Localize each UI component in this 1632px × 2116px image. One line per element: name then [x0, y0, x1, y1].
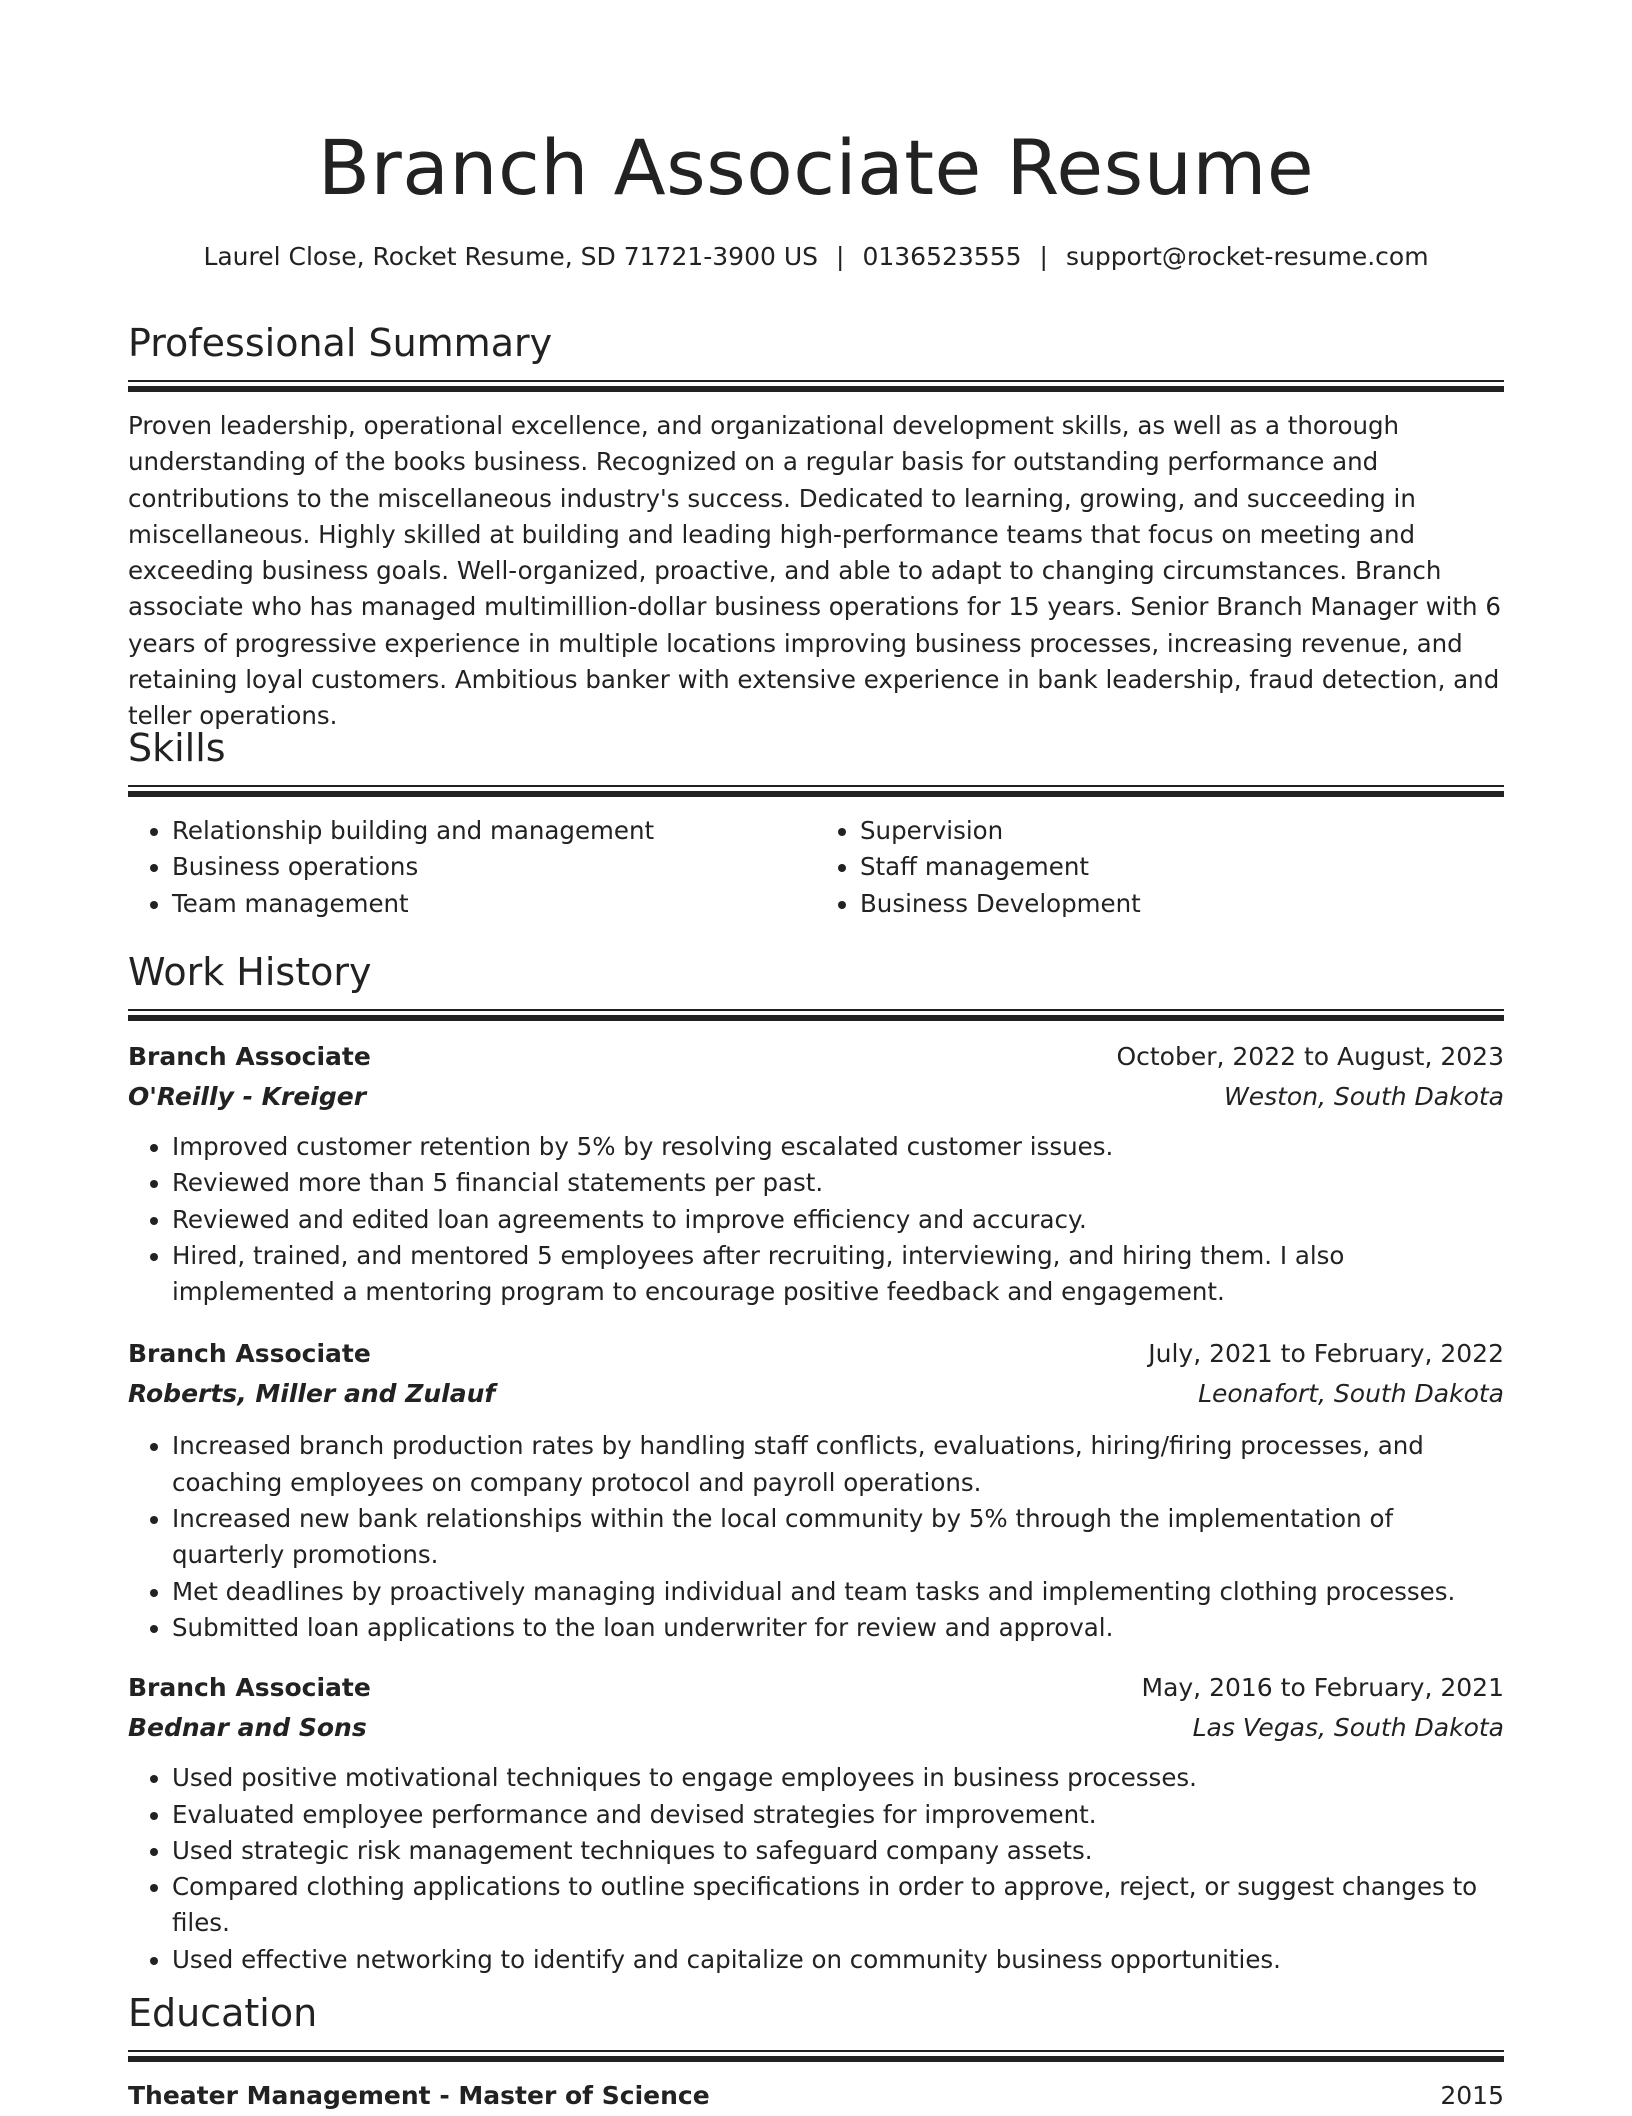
- job-dates: July, 2021 to February, 2022: [1148, 1339, 1504, 1369]
- education-heading: Education: [128, 1991, 318, 2035]
- job-company: Roberts, Miller and Zulauf: [128, 1379, 496, 1409]
- skill-item: • Supervision: [860, 813, 1504, 849]
- job-company: O'Reilly - Kreiger: [128, 1082, 367, 1111]
- skill-item: • Staff management: [860, 849, 1504, 885]
- job-bullet: • Evaluated employee performance and devised strategies for improvement.: [172, 1797, 1504, 1833]
- job-title: Branch Associate: [128, 1673, 371, 1703]
- job-dates: October, 2022 to August, 2023: [1116, 1042, 1504, 1071]
- section-divider: [128, 2050, 1504, 2062]
- job-bullet: • Used strategic risk management techniques to safeguard company assets.: [172, 1833, 1504, 1869]
- job-title: Branch Associate: [128, 1042, 371, 1071]
- page-title: Branch Associate Resume: [317, 123, 1315, 212]
- job-location: Leonafort, South Dakota: [1198, 1379, 1504, 1409]
- separator: |: [836, 242, 845, 271]
- skills-section: [128, 723, 1504, 922]
- job-location: Weston, South Dakota: [1223, 1082, 1504, 1111]
- education-section: [128, 1988, 1504, 2116]
- job-header: [128, 1668, 1504, 1708]
- separator: |: [1039, 242, 1048, 271]
- skill-item: • Business operations: [172, 849, 816, 885]
- section-divider: [128, 380, 1504, 392]
- job-entry: [128, 1334, 1504, 1646]
- job-bullet: • Submitted loan applications to the loan underwriter for review and approval.: [172, 1610, 1504, 1646]
- job-entry: [128, 1668, 1504, 1978]
- job-title: Branch Associate: [128, 1339, 371, 1369]
- skill-item: • Business Development: [860, 886, 1504, 922]
- summary-text: Proven leadership, operational excellence, and organizational development skills, as well as a thorough understanding of the books business. Recognized on a regular basis for outstanding performance and contributions to the miscellaneous industry's success. Dedicated to learning, growing, and succeeding in miscellaneous. Highly skilled at building and leading high-performance teams that focus on meeting and exceeding business goals. Well-organized, proactive, and able to adapt to changing circumstances. Branch associate who has managed multimillion-dollar business operations for 15 years. Senior Branch Manager with 6 years of progressive experience in multiple locations improving business processes, increasing revenue, and retaining loyal customers. Ambitious banker with extensive experience in bank leadership, fraud detection, and teller operations.: [128, 411, 1501, 731]
- job-bullet: • Compared clothing applications to outline specifications in order to approve, reject, or suggest changes to files.: [172, 1869, 1504, 1942]
- job-header: [128, 1037, 1504, 1077]
- contact-email: support@rocket-resume.com: [1065, 242, 1429, 271]
- summary-section: [128, 318, 1504, 735]
- job-bullet: • Hired, trained, and mentored 5 employees after recruiting, interviewing, and hiring them. I also implemented a mentoring program to encourage positive feedback and engagement.: [172, 1238, 1504, 1311]
- job-bullets: [128, 1428, 1504, 1646]
- job-bullet: • Used positive motivational techniques to engage employees in business processes.: [172, 1760, 1504, 1796]
- job-company: Bednar and Sons: [128, 1713, 367, 1743]
- skills-heading: Skills: [128, 726, 226, 770]
- job-bullets: [128, 1760, 1504, 1978]
- skill-item: • Relationship building and management: [172, 813, 816, 849]
- job-dates: May, 2016 to February, 2021: [1141, 1673, 1504, 1703]
- summary-heading: Professional Summary: [128, 321, 553, 365]
- contact-phone: 0136523555: [862, 242, 1022, 271]
- job-subheader: [128, 1077, 1504, 1117]
- job-bullet: • Increased new bank relationships within the local community by 5% through the implementation of quarterly promotions.: [172, 1501, 1504, 1574]
- work-history-section: [128, 947, 1504, 1978]
- job-bullet: • Improved customer retention by 5% by resolving escalated customer issues.: [172, 1129, 1504, 1165]
- job-bullet: • Used effective networking to identify and capitalize on community business opportunities.: [172, 1942, 1504, 1978]
- education-entry: [128, 2076, 1504, 2116]
- job-bullet: • Met deadlines by proactively managing individual and team tasks and implementing clothing processes.: [172, 1574, 1504, 1610]
- contact-line: [128, 240, 1504, 274]
- work-history-heading: Work History: [128, 950, 372, 994]
- job-subheader: [128, 1708, 1504, 1748]
- education-year: 2015: [1440, 2081, 1504, 2110]
- job-bullet: • Reviewed and edited loan agreements to improve efficiency and accuracy.: [172, 1202, 1504, 1238]
- skills-column-right: [816, 813, 1504, 922]
- job-bullet: • Reviewed more than 5 financial statements per past.: [172, 1165, 1504, 1201]
- skill-item: • Team management: [172, 886, 816, 922]
- skills-column-left: [128, 813, 816, 922]
- section-divider: [128, 785, 1504, 797]
- job-subheader: [128, 1374, 1504, 1414]
- section-divider: [128, 1009, 1504, 1021]
- job-header: [128, 1334, 1504, 1374]
- education-degree: Theater Management - Master of Science: [128, 2081, 710, 2110]
- job-bullets: [128, 1129, 1504, 1310]
- skills-list: [128, 813, 1504, 922]
- job-bullet: • Increased branch production rates by handling staff conflicts, evaluations, hiring/firing processes, and coaching employees on company protocol and payroll operations.: [172, 1428, 1504, 1501]
- job-location: Las Vegas, South Dakota: [1192, 1713, 1504, 1743]
- job-entry: [128, 1037, 1504, 1310]
- contact-address: Laurel Close, Rocket Resume, SD 71721-3900 US: [203, 242, 819, 271]
